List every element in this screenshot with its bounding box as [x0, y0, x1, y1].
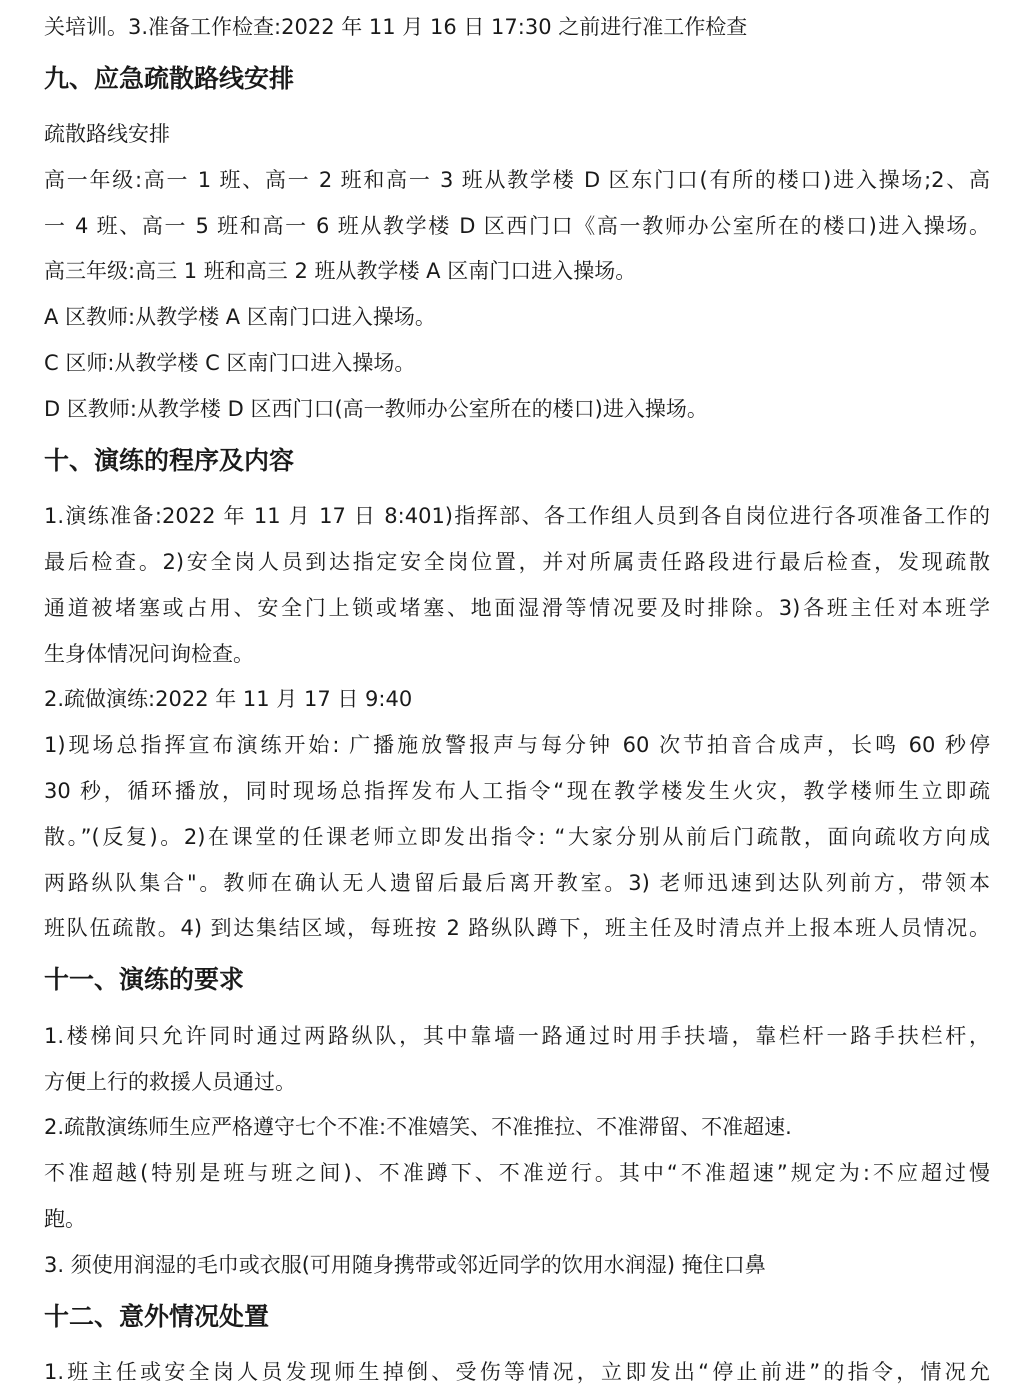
paragraph-line: 跑。: [44, 1207, 86, 1231]
paragraph-line: 不准超越(特别是班与班之间)、不准蹲下、不准逆行。其中“不准超速”规定为:不应超过慢: [44, 1161, 990, 1185]
paragraph-line: 高三年级:高三 1 班和高三 2 班从教学楼 A 区南门口进入操场。: [44, 259, 637, 283]
paragraph-line: 散。”(反复)。2)在课堂的任课老师立即发出指令: “大家分别从前后门疏散，面向疏收方向成: [44, 825, 990, 849]
paragraph-line: 疏散路线安排: [44, 122, 170, 146]
paragraph-line: 生身体情况问询检查。: [44, 642, 254, 666]
paragraph-line: 3. 须使用润湿的毛巾或衣服(可用随身携带或邻近同学的饮用水润湿) 掩住口鼻: [44, 1253, 766, 1277]
paragraph-line: 高一年级:高一 1 班、高一 2 班和高一 3 班从教学楼 D 区东门口(有所的楼口)进入操场;2、高: [44, 168, 990, 192]
paragraph-line: 通道被堵塞或占用、安全门上锁或堵塞、地面湿滑等情况要及时排除。3)各班主任对本班学: [44, 596, 990, 620]
paragraph-line: D 区教师:从教学楼 D 区西门口(高一教师办公室所在的楼口)进入操场。: [44, 397, 708, 421]
paragraph-line: 班队伍疏散。4) 到达集结区域，每班按 2 路纵队蹲下，班主任及时清点并上报本班人员情况。: [44, 916, 990, 940]
paragraph-line: 1)现场总指挥宣布演练开始: 广播施放警报声与每分钟 60 次节拍音合成声，长鸣 60 秒停: [44, 733, 990, 757]
paragraph-line: C 区师:从教学楼 C 区南门口进入操场。: [44, 351, 416, 375]
paragraph-line: 2.疏做演练:2022 年 11 月 17 日 9:40: [44, 687, 413, 711]
paragraph-line: 1.楼梯间只允许同时通过两路纵队，其中靠墙一路通过时用手扶墙，靠栏杆一路手扶栏杆，: [44, 1024, 990, 1048]
paragraph-line: 30 秒，循环播放，同时现场总指挥发布人工指令“现在教学楼发生火灾，教学楼师生立即疏: [44, 779, 990, 803]
paragraph-line: A 区教师:从教学楼 A 区南门口进入操场。: [44, 305, 436, 329]
section-heading-11: 十一、演练的要求: [44, 965, 245, 994]
paragraph-line: 两路纵队集合"。教师在确认无人遗留后最后离开教室。3) 老师迅速到达队列前方，带领本: [44, 871, 990, 895]
paragraph-line: 方便上行的救援人员通过。: [44, 1070, 296, 1094]
paragraph-line: 关培训。3.准备工作检查:2022 年 11 月 16 日 17:30 之前进行准工作检查: [44, 15, 748, 39]
paragraph-line: 一 4 班、高一 5 班和高一 6 班从教学楼 D 区西门口《高一教师办公室所在的楼口)进入操场。: [44, 214, 990, 238]
section-heading-12: 十二、意外情况处置: [44, 1302, 270, 1331]
section-heading-10: 十、演练的程序及内容: [44, 446, 295, 475]
paragraph-line: 1.班主任或安全岗人员发现师生掉倒、受伤等情况，立即发出“停止前进”的指令，情况允: [44, 1360, 990, 1384]
section-heading-9: 九、应急疏散路线安排: [44, 64, 295, 93]
paragraph-line: 最后检查。2)安全岗人员到达指定安全岗位置，并对所属责任路段进行最后检查，发现疏散: [44, 550, 990, 574]
paragraph-line: 2.疏散演练师生应严格遵守七个不准:不准嬉笑、不准推拉、不准滞留、不准超速.: [44, 1115, 792, 1139]
paragraph-line: 1.演练准备:2022 年 11 月 17 日 8:401)指挥部、各工作组人员到各自岗位进行各项准备工作的: [44, 504, 990, 528]
